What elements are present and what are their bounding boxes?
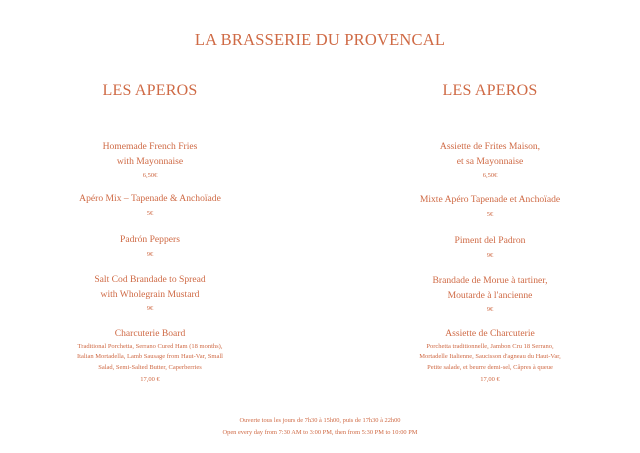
menu-item-assiette-charcuterie [340,327,640,385]
item-name: with Wholegrain Mustard [100,288,200,300]
item-name: Apéro Mix – Tapenade & Anchoïade [79,193,221,204]
item-name: Assiette de Charcuterie [445,328,535,339]
opening-hours-english: Open every day from 7:30 AM to 3:00 PM, then from 5:30 PM to 10:00 PM [222,429,418,436]
item-name: et sa Mayonnaise [456,155,524,167]
item-description: Mortadelle Italienne, Saucisson d'agneau du Haut-Var, [419,353,561,360]
item-name: Mixte Apéro Tapenade et Anchoïade [419,194,561,205]
item-name: Moutarde à l'ancienne [447,289,533,301]
item-name: Padrón Peppers [120,234,180,245]
item-description: Salad, Semi-Salted Butter, Caperberries [98,363,202,371]
item-price: 6,50€ [142,172,158,179]
item-price: 9€ [146,250,154,258]
restaurant-title: LA BRASSERIE DU PROVENCAL [194,30,446,49]
section-heading: LES APEROS [102,82,198,99]
menu-item-charcuterie [0,327,300,385]
item-description: Porchetta traditionnelle, Jambon Cru 18 Serrano, [426,342,554,350]
item-price: 9€ [486,306,494,313]
item-price: 9€ [486,251,494,259]
item-description: Traditional Porchetta, Serrano Cured Ham (18 months), [77,342,223,350]
opening-hours [0,415,640,439]
item-price: 9€ [146,305,154,312]
menu-item-mixte-apero [340,193,640,220]
menu-item-padron [0,233,300,260]
menu-item-fries [0,140,300,181]
opening-hours-french: Ouverte tous les jours de 7h30 à 15h00, puis de 17h30 à 22h00 [239,417,401,424]
item-name: Piment del Padron [454,235,526,246]
item-description: Petite salade, et beurre demi-sel, Câpres à queue [427,363,553,371]
section-heading: LES APEROS [442,82,538,99]
item-price: 5€ [146,209,154,217]
item-name: Assiette de Frites Maison, [439,141,541,152]
item-name: Charcuterie Board [114,328,186,339]
menu-item-brandade [0,273,300,314]
item-price: 17,00 € [140,376,160,383]
item-price: 6,50€ [482,172,498,179]
menu-item-brandade-morue [340,274,640,315]
item-price: 17,00 € [480,376,500,383]
item-name: Salt Cod Brandade to Spread [94,274,206,285]
item-description: Italian Mortadella, Lamb Sausage from Haut-Var, Small [77,353,223,360]
menu-item-apero-mix [0,192,300,219]
item-price: 5€ [486,210,494,218]
menu-item-frites [340,140,640,181]
item-name: Brandade de Morue à tartiner, [432,275,548,286]
item-name: with Mayonnaise [116,155,184,167]
menu-item-piment [340,234,640,261]
item-name: Homemade French Fries [102,141,198,152]
